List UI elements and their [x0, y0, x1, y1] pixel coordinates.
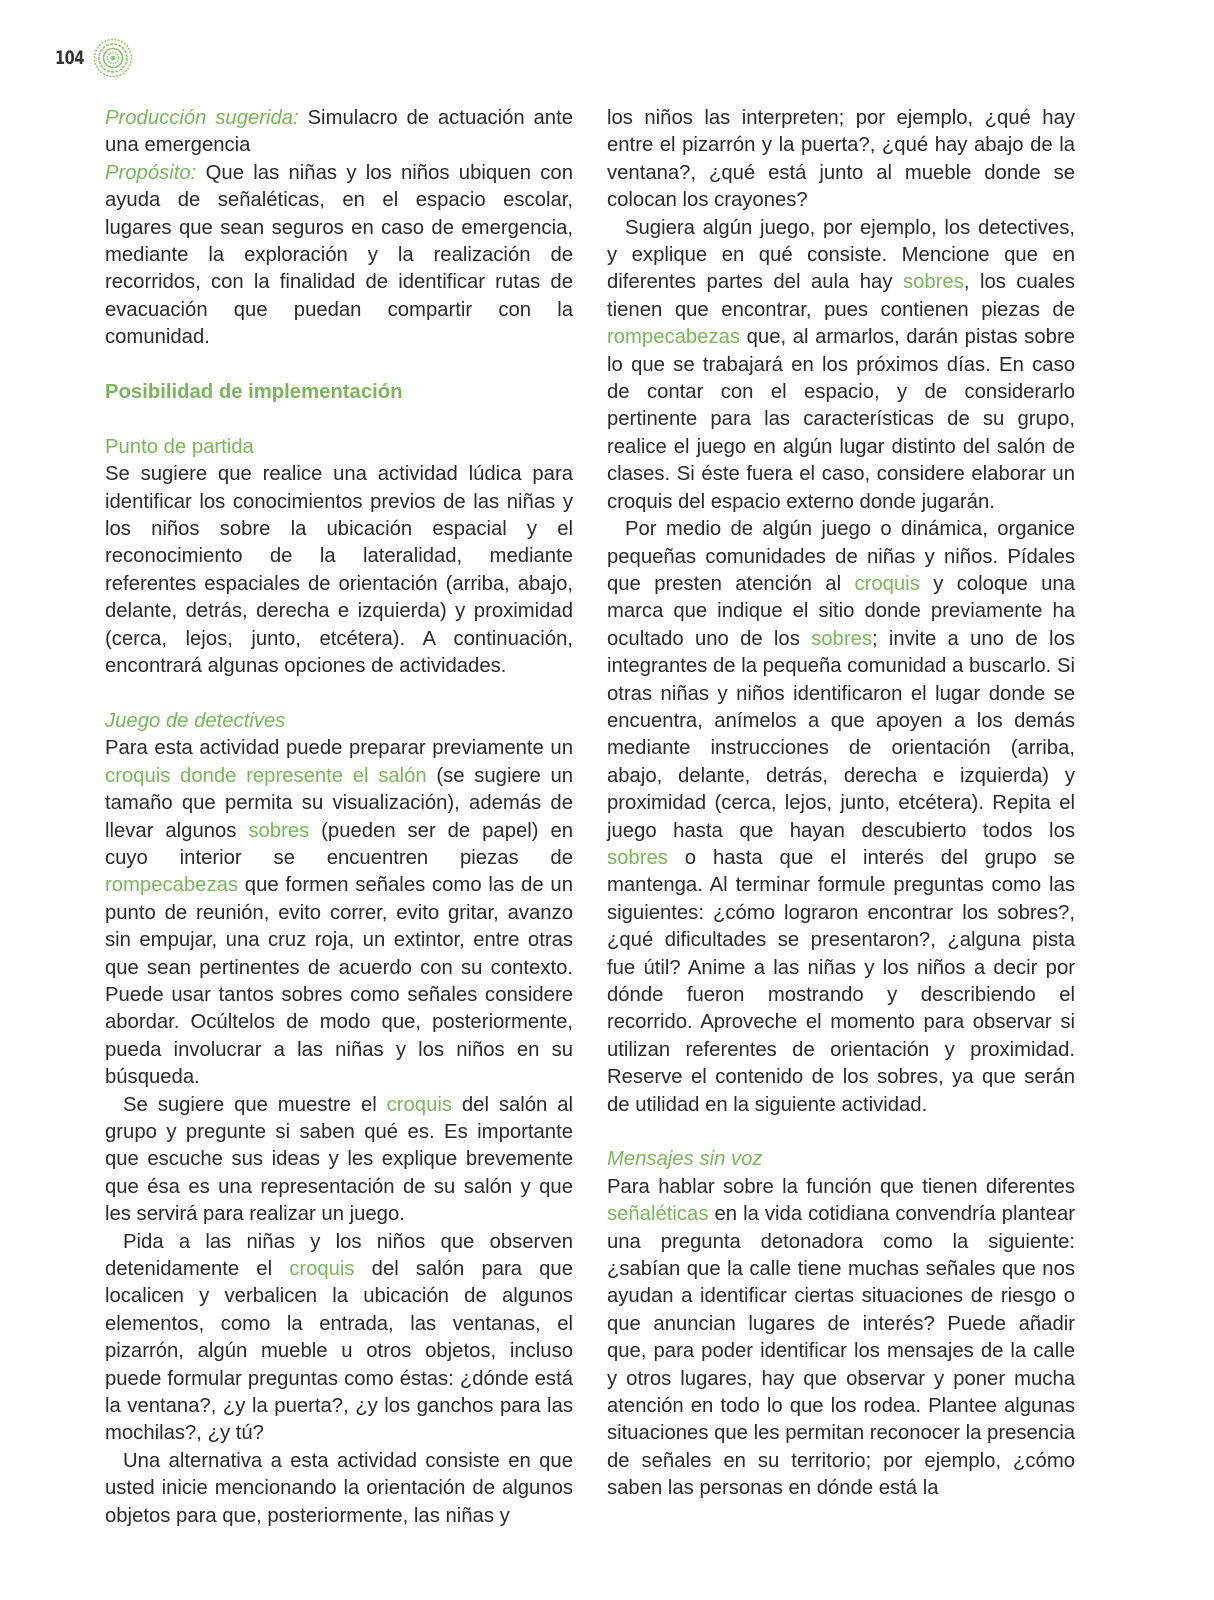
- page-header: [55, 38, 89, 78]
- proposito-text: Que las niñas y los niños ubiquen con ayuda de señaléticas, en el espacio escolar, lugares que sean seguros en caso de emergencia, mediante la exploración y la realización de recorridos, con la finalidad de identificar rutas de evacuación que puedan compartir con la comunidad.: [105, 161, 573, 349]
- rompecabezas-link: rompecabezas: [105, 874, 239, 897]
- right-paragraph-4: Para hablar sobre la función que tienen diferentes señaléticas en la vida cotidiana convendría plantear una pregunta detonadora como la siguiente: ¿sabían que la calle tiene muchas señales que nos ayudan a identificar ciertas situaciones de riesgo o que anuncian lugares de interés? Puede añadir que, para poder identificar los mensajes de la calle y otros lugares, hay que observar y poner mucha atención en todo lo que los rodea. Plantee algunas situaciones que les permitan reconocer la presencia de señales en su territorio; por ejemplo, ¿cómo saben las personas en dónde está la: [607, 1175, 1075, 1500]
- sobres-link: sobres: [248, 819, 310, 842]
- croquis-link: croquis donde represente el salón: [105, 764, 427, 787]
- right-column: [607, 105, 1075, 1503]
- produccion-text: Simulacro de actuación ante una emergencia: [105, 107, 573, 157]
- page-number: 104: [55, 47, 85, 69]
- croquis-link: croquis: [386, 1093, 453, 1116]
- proposito-paragraph: [105, 160, 573, 352]
- right-paragraph-2: Sugiera algún juego, por ejemplo, los detectives, y explique en qué consiste. Mencione que en diferentes partes del aula hay sobres, los cuales tienen que encontrar, pues contienen piezas de rompecabezas que, al armarlos, darán pistas sobre lo que se trabajará en los próximos días. En caso de contar con el espacio, y de considerarlo pertinente para las características de su grupo, realice el juego en algún lugar distinto del salón de clases. Si éste fuera el caso, considere elaborar un croquis del espacio externo donde jugarán.: [607, 216, 1075, 513]
- juego-paragraph-4: Una alternativa a esta actividad consiste en que usted inicie mencionando la orientación de algunos objetos para que, posteriormente, las niñas y: [105, 1449, 573, 1527]
- green-circular-emblem-icon: [93, 38, 133, 78]
- left-column: [105, 105, 573, 1530]
- section-heading: Posibilidad de implementación: [105, 381, 403, 404]
- mensajes-sin-voz-heading: Mensajes sin voz: [607, 1148, 763, 1171]
- juego-paragraph-1: Para esta actividad puede preparar previamente un croquis donde represente el salón (se sugiere un tamaño que permita su visualización), además de llevar algunos sobres (pueden ser de papel) en cuyo interior se encuentren piezas de rompecabezas que formen señales como las de un punto de reunión, evito correr, evito gritar, avanzo sin empujar, una cruz roja, un extintor, entre otras que sean pertinentes de acuerdo con su contexto. Puede usar tantos sobres como señales considere abordar. Ocúltelos de modo que, posteriormente, pueda involucrar a las niñas y los niños en su búsqueda.: [105, 737, 574, 1089]
- sobres-link: sobres: [902, 271, 964, 294]
- right-paragraph-1: los niños las interpreten; por ejemplo, ¿qué hay entre el pizarrón y la puerta?, ¿qué hay abajo de la ventana?, ¿qué está junto al mueble donde se colocan los crayones?: [607, 107, 1075, 212]
- right-paragraph-3: Por medio de algún juego o dinámica, organice pequeñas comunidades de niñas y niños. Pídales que presten atención al croquis y coloque una marca que indique el sitio donde previamente ha ocultado uno de los sobres; invite a uno de los integrantes de la pequeña comunidad a buscarlo. Si otras niñas y niños identificaron el lugar donde se encuentra, anímelos a que apoyen a los demás mediante instrucciones de orientación (arriba, abajo, delante, detrás, derecha e izquierda) y proximidad (cerca, lejos, junto, etcétera). Repita el juego hasta que hayan descubierto todos los sobres o hasta que el interés del grupo se mantenga. Al terminar formule preguntas como las siguientes: ¿cómo lograron encontrar los sobres?, ¿qué dificultades se presentaron?, ¿alguna pista fue útil? Anime a las niñas y los niños a decir por dónde fueron mostrando y describiendo el recorrido. Aproveche el momento para observar si utilizan referentes de orientación y proximidad. Reserve el contenido de los sobres, ya que serán de utilidad en la siguiente actividad.: [607, 518, 1075, 1116]
- juego-detectives-heading: Juego de detectives: [105, 709, 286, 732]
- produccion-label: Producción sugerida:: [105, 107, 299, 129]
- juego-paragraph-2: Se sugiere que muestre el croquis del salón al grupo y pregunte si saben qué es. Es importante que escuche sus ideas y les explique brevemente que ésa es una representación de su salón y que les servirá para realizar un juego.: [105, 1093, 573, 1226]
- produccion-paragraph: [105, 105, 573, 160]
- punto-de-partida-text: Se sugiere que realice una actividad lúdica para identificar los conocimientos previos de las niñas y los niños sobre la ubicación espacial y el reconocimiento de la lateralidad, mediante referentes espaciales de orientación (arriba, abajo, delante, detrás, derecha e izquierda) y proximidad (cerca, lejos, junto, etcétera). A continuación, encontrará algunas opciones de actividades.: [105, 463, 573, 678]
- croquis-link: croquis: [289, 1258, 355, 1281]
- proposito-label: Propósito:: [105, 161, 197, 184]
- rompecabezas-link: rompecabezas: [607, 326, 741, 349]
- sobres-link: sobres: [607, 846, 668, 869]
- croquis-link: croquis: [854, 572, 920, 595]
- juego-paragraph-3: Pida a las niñas y los niños que observen detenidamente el croquis del salón para que localicen y verbalicen la ubicación de algunos elementos, como la entrada, las ventanas, el pizarrón, algún mueble u otros objetos, incluso puede formular preguntas como éstas: ¿dónde está la ventana?, ¿y la puerta?, ¿y los ganchos para las mochilas?, ¿y tú?: [105, 1230, 573, 1445]
- punto-de-partida-heading: Punto de partida: [105, 435, 254, 458]
- senaleticas-link: señaléticas: [607, 1203, 709, 1226]
- sobres-link: sobres: [811, 627, 872, 650]
